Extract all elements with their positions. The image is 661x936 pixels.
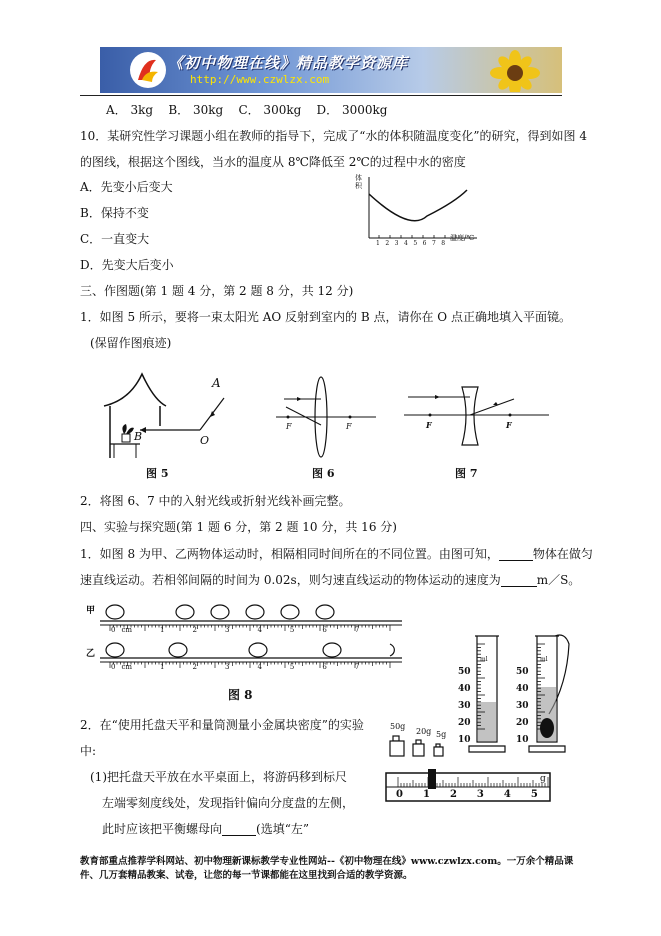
ruler-num: 2 <box>192 663 197 671</box>
ruler-num: 1 <box>160 626 165 634</box>
q9-options: A． 3kg B． 30kg C． 300kg D． 3000kg <box>106 103 388 117</box>
ruler-num: 6 <box>322 626 327 634</box>
cyl-mark: 40 <box>458 684 471 694</box>
ruler-num: 5 <box>289 626 295 634</box>
ruler-num: 3 <box>224 626 230 634</box>
fig6-label-F-right: F <box>346 422 352 431</box>
fig8-caption: 图 8 <box>228 688 253 702</box>
ruler-num: 4 <box>257 663 262 671</box>
graph4-ylabel: 体积 <box>355 174 362 190</box>
q1-text-b: 物体在做匀 <box>532 547 593 561</box>
q10-line2: 的图线，根据这个图线，当水的温度从 8℃降低至 2℃的过程中水的密度 <box>80 155 466 169</box>
answer-blank-direction[interactable] <box>222 823 256 836</box>
ruler-num: 4 <box>257 626 262 634</box>
ruler-num: 5 <box>289 663 295 671</box>
cylinder1-marks <box>458 664 478 749</box>
graph4-tick: 1 <box>376 240 380 247</box>
ruler-num: 0 <box>111 626 116 634</box>
weight-5g-label: 5g <box>436 730 447 739</box>
graph4-tick: 8 <box>441 240 446 247</box>
ruler-num: 0 <box>111 663 116 671</box>
header-url[interactable]: http://www.czwlzx.com <box>190 73 330 86</box>
cyl-mark: 20 <box>458 718 471 728</box>
graph4-tick: 6 <box>422 240 427 247</box>
weights-icons <box>388 732 450 760</box>
section3-q2: 2．将图 6、7 中的入射光线或折射光线补画完整。 <box>80 494 351 508</box>
ruler-num: 7 <box>354 663 360 671</box>
figure5-house <box>100 370 230 465</box>
weight-20g-label: 20g <box>416 727 432 736</box>
ruler-yi <box>100 658 402 662</box>
weight-50g-label: 50g <box>390 722 406 731</box>
fig5-caption: 图 5 <box>146 467 169 480</box>
graph4-tick: 5 <box>413 240 418 247</box>
section4-q2-line2: 中: <box>80 744 97 758</box>
ruler-num: 3 <box>224 663 230 671</box>
cylinder1-unit: ml <box>480 656 488 663</box>
page-footer: 教育部重点推荐学科网站、初中物理新课标教学专业性网站--《初中物理在线》www.czwlzx.com。一万余个精品课件、几万套精品教案、试卷，让您的每一节课都能在这里找到合适的教学资源。 <box>80 856 574 881</box>
scale-num: 0 <box>396 789 403 800</box>
fig7-label-F-left: F <box>426 420 432 430</box>
cyl-mark: 30 <box>458 701 471 711</box>
graph4-tick: 3 <box>394 240 399 247</box>
cyl-mark: 10 <box>458 735 471 745</box>
q10-option-c: C．一直变大 <box>80 232 150 246</box>
figure7-concave-lens <box>404 385 549 450</box>
cyl-mark: 10 <box>516 735 529 745</box>
answer-blank-speed[interactable] <box>501 574 537 587</box>
q2-sub3-text-b: (选填“左” <box>256 822 309 836</box>
q1-text-a: 1．如图 8 为甲、乙两物体运动时，相隔相同时间所在的不同位置。由图可知， <box>80 547 499 561</box>
section4-q2-sub3 <box>102 822 309 836</box>
scale-num: 2 <box>449 789 457 800</box>
figure8-rulers <box>100 600 410 670</box>
balance-beam-scale <box>384 765 554 807</box>
section3-q1-line1: 1．如图 5 所示，要将一束太阳光 AO 反射到室内的 B 点，请你在 O 点正确地填入平面镜。 <box>80 310 571 324</box>
ruler-unit: cm <box>121 663 133 671</box>
section4-q2-line1: 2．在“使用托盘天平和量筒测量小金属块密度”的实验 <box>80 718 364 732</box>
q1-text-d: m／S。 <box>536 573 581 587</box>
ruler-num: 6 <box>322 663 327 671</box>
fig5-label-B: B <box>134 430 143 443</box>
section4-q1-line1 <box>80 547 593 561</box>
fig6-caption: 图 6 <box>312 467 335 480</box>
header-title: 《初中物理在线》精品教学资源库 <box>168 54 409 72</box>
section4-q1-line2 <box>80 573 580 587</box>
cyl-mark: 30 <box>516 701 529 711</box>
q10-option-a: A．先变小后变大 <box>80 180 173 194</box>
section4-q2-sub2: 左端零刻度线处，发现指针偏向分度盘的左侧， <box>102 796 355 810</box>
fig7-label-F-right: F <box>506 420 512 430</box>
section4-heading: 四、实验与探究题(第 1 题 6 分，第 2 题 10 分，共 16 分) <box>80 520 397 534</box>
scale-num: 1 <box>422 789 430 800</box>
graph4-tick: 2 <box>385 240 390 247</box>
graph4-tick: 7 <box>431 240 436 247</box>
scale-num: 5 <box>530 789 538 800</box>
header-rule <box>80 95 562 96</box>
balance-unit: g <box>540 774 546 784</box>
scale-num: 3 <box>476 789 484 800</box>
section3-q1-line2: (保留作图痕迹) <box>90 336 172 350</box>
q10-option-b: B．保持不变 <box>80 206 149 220</box>
fig5-label-A: A <box>212 376 221 390</box>
balance-scale-numbers <box>396 789 538 800</box>
cylinder2-unit: ml <box>540 656 548 663</box>
site-logo-icon <box>128 50 168 90</box>
cyl-mark: 50 <box>516 667 529 677</box>
q1-text-c: 速直线运动。若相邻间隔的时间为 0.02s，则匀速直线运动的物体运动的速度为 <box>80 573 501 587</box>
cyl-mark: 50 <box>458 667 471 677</box>
ruler-num: 2 <box>192 626 197 634</box>
q10-line1: 10．某研究性学习课题小组在教师的指导下，完成了“水的体积随温度变化”的研究，得到如图 4 <box>80 129 587 143</box>
answer-blank-object[interactable] <box>499 548 533 561</box>
ruler-yi-numbers <box>111 663 359 671</box>
ruler-num: 1 <box>160 663 165 671</box>
ruler-num: 7 <box>354 626 360 634</box>
section4-q2-sub1: (1)把托盘天平放在水平桌面上，将游码移到标尺 <box>90 770 347 784</box>
q2-sub3-text-a: 此时应该把平衡螺母向 <box>102 822 223 836</box>
fig5-label-O: O <box>200 434 210 447</box>
ruler-jia <box>100 621 402 625</box>
graph4-xlabel: 温度/℃ <box>450 234 475 242</box>
section3-heading: 三、作图题(第 1 题 4 分，第 2 题 8 分，共 12 分) <box>80 284 354 298</box>
graph4-tick: 4 <box>403 240 408 247</box>
cylinder2-marks <box>516 664 536 749</box>
sunflower-image <box>470 48 560 92</box>
fig8-label-jia: 甲 <box>86 606 96 616</box>
ruler-jia-numbers <box>111 626 359 634</box>
cyl-mark: 20 <box>516 718 529 728</box>
q10-option-d: D．先变大后变小 <box>80 258 174 272</box>
ruler-unit: cm <box>121 626 133 634</box>
cyl-mark: 40 <box>516 684 529 694</box>
fig8-label-yi: 乙 <box>86 649 96 659</box>
graph4-ticks <box>376 240 445 247</box>
scale-num: 4 <box>503 789 511 800</box>
figure6-convex-lens <box>276 375 376 460</box>
fig7-caption: 图 7 <box>455 467 478 480</box>
fig6-label-F-left: F <box>286 422 292 431</box>
